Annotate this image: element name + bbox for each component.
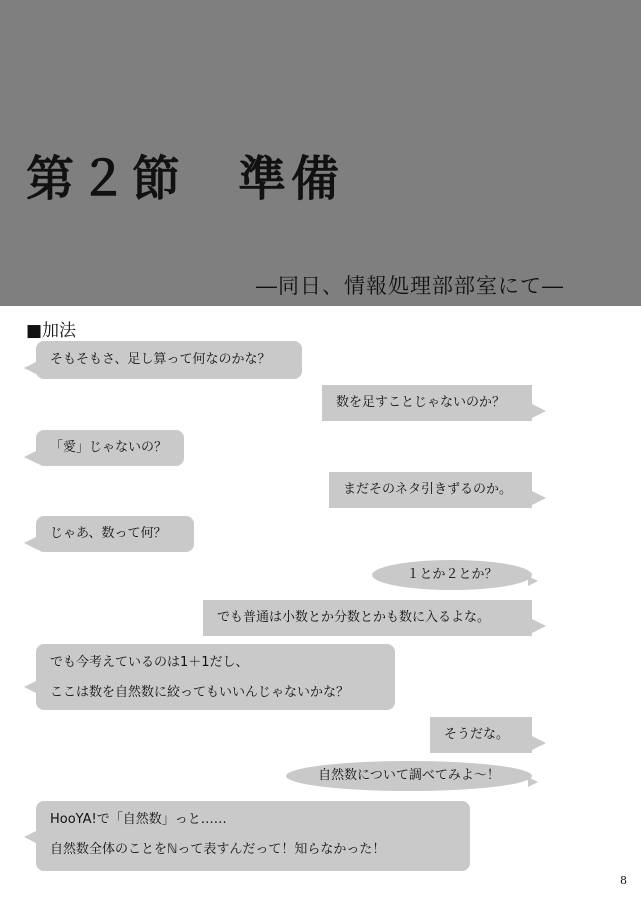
speech-bubble-right xyxy=(430,717,532,753)
section-title: 第２節 準備 xyxy=(26,151,345,207)
dialogue-text: 自然数について調べてみよ～！ xyxy=(318,768,500,783)
dialogue-line: 自然数全体のことをℕって表すんだって！知らなかった！ xyxy=(50,842,386,857)
speech-bubble-right xyxy=(329,472,532,508)
speech-tail-right xyxy=(532,491,546,505)
speech-bubble-right xyxy=(203,600,532,636)
dialogue-text: そうだな。 xyxy=(444,727,510,742)
speech-bubble-left xyxy=(36,644,395,710)
speech-oval xyxy=(286,761,532,791)
dialogue-text: じゃあ、数って何？ xyxy=(50,526,167,541)
dialogue-text: そもそもさ、足し算って何なのかな？ xyxy=(50,352,271,367)
dialogue-line: ここは数を自然数に絞ってもいいんじゃないかな？ xyxy=(50,685,350,700)
page-number: 8 xyxy=(620,874,627,887)
speech-bubble-left xyxy=(36,516,194,552)
speech-tail-right xyxy=(532,736,546,750)
speech-bubble-left xyxy=(36,430,184,466)
dialogue-text: １とか２とか？ xyxy=(406,567,498,582)
dialogue-text: でも普通は小数とか分数とかも数に入るよな。 xyxy=(217,610,491,625)
dialogue-text: まだそのネタ引きずるのか。 xyxy=(343,482,513,497)
subsection-heading: ■加法 xyxy=(26,321,77,341)
speech-bubble-left xyxy=(36,801,470,871)
speech-bubble-left xyxy=(36,341,302,379)
speech-tail-right xyxy=(528,576,538,586)
dialogue-line: でも今考えているのは1＋1だし、 xyxy=(50,655,249,670)
speech-tail-right xyxy=(532,619,546,633)
speech-oval xyxy=(372,560,532,590)
dialogue-line: HooYA!で「自然数」っと…… xyxy=(50,812,227,827)
speech-tail-right xyxy=(532,404,546,418)
speech-tail-right xyxy=(528,777,538,787)
section-subtitle: ―同日、情報処理部部室にて― xyxy=(256,274,564,298)
speech-bubble-right xyxy=(322,385,532,421)
dialogue-text: 数を足すことじゃないのか？ xyxy=(336,395,506,410)
dialogue-text: 「愛」じゃないの？ xyxy=(50,440,168,455)
